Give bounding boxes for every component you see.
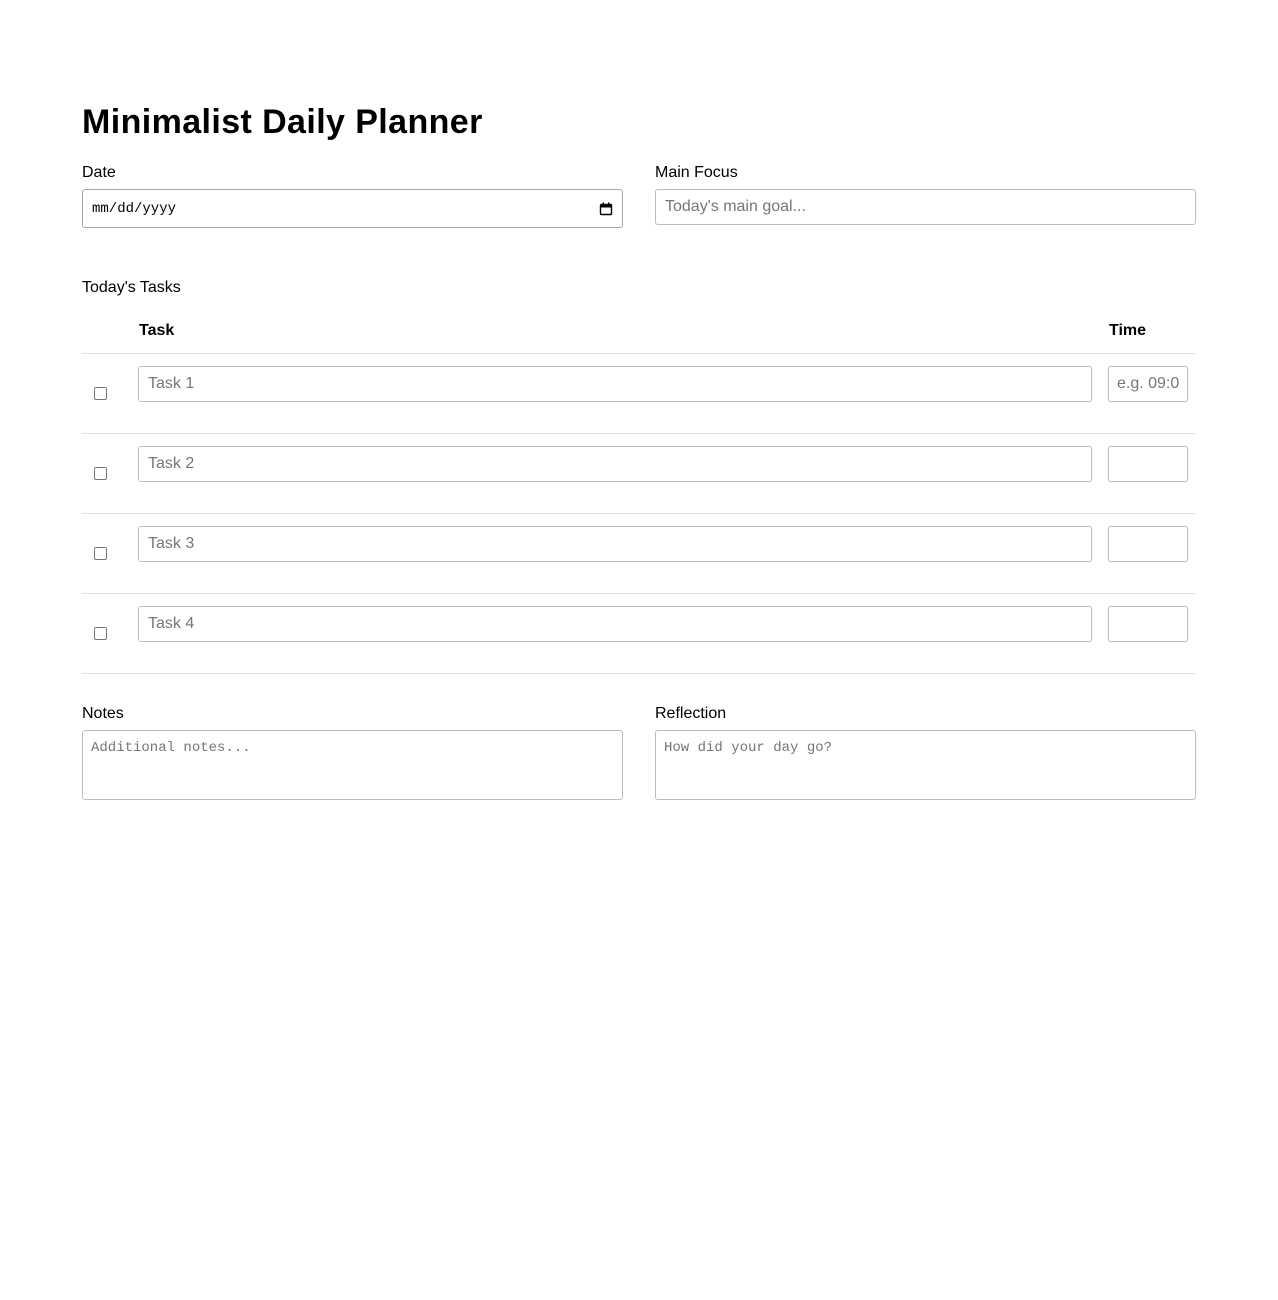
reflection-group (655, 705, 1196, 800)
date-group (82, 164, 623, 228)
focus-group (655, 164, 1196, 228)
time-cell (1108, 594, 1188, 673)
task-cell (138, 514, 1092, 593)
tasks-table-header (82, 297, 1196, 354)
tasks-title: Today's Tasks (82, 279, 181, 296)
date-label: Date (82, 164, 116, 181)
task-input[interactable] (138, 606, 1092, 642)
main-focus-input[interactable] (655, 189, 1196, 225)
bottom-fields-row (82, 705, 1196, 800)
time-input[interactable] (1108, 446, 1188, 482)
task-column-header: Task (139, 321, 175, 339)
task-row (82, 594, 1196, 674)
time-cell (1108, 434, 1188, 513)
page-title: Minimalist Daily Planner (82, 103, 483, 141)
task-check-cell (82, 594, 138, 673)
task-check-cell (82, 434, 138, 513)
task-row (82, 434, 1196, 514)
notes-label: Notes (82, 705, 124, 722)
task-placeholder: Task 3 (148, 535, 195, 552)
time-cell (1108, 514, 1188, 593)
date-placeholder: mm/dd/yyyy (92, 200, 177, 217)
task-checkbox[interactable] (94, 547, 107, 560)
time-placeholder: e.g. 09:0 (1117, 375, 1180, 392)
main-focus-placeholder: Today's main goal... (665, 198, 806, 215)
time-input[interactable] (1108, 366, 1188, 402)
task-input[interactable] (138, 446, 1092, 482)
notes-group (82, 705, 623, 800)
checkbox-column-header (82, 320, 139, 331)
time-input[interactable] (1108, 606, 1188, 642)
task-row (82, 514, 1196, 594)
task-checkbox[interactable] (94, 467, 107, 480)
task-checkbox[interactable] (94, 387, 107, 400)
task-placeholder: Task 2 (148, 455, 195, 472)
reflection-placeholder: How did your day go? (664, 740, 833, 756)
task-input[interactable] (138, 366, 1092, 402)
main-focus-label: Main Focus (655, 164, 738, 181)
task-placeholder: Task 1 (148, 375, 195, 392)
top-fields-row (82, 164, 1196, 228)
reflection-label: Reflection (655, 705, 727, 722)
tasks-section (82, 279, 1196, 674)
task-check-cell (82, 354, 138, 433)
notes-placeholder: Additional notes... (91, 740, 251, 756)
task-checkbox[interactable] (94, 627, 107, 640)
task-row (82, 354, 1196, 434)
task-check-cell (82, 514, 138, 593)
time-column-header: Time (1109, 321, 1147, 339)
reflection-textarea[interactable] (655, 730, 1196, 800)
task-cell (138, 434, 1092, 513)
notes-textarea[interactable] (82, 730, 623, 800)
time-input[interactable] (1108, 526, 1188, 562)
task-cell (138, 354, 1092, 433)
calendar-icon[interactable] (599, 202, 613, 216)
task-placeholder: Task 4 (148, 615, 195, 632)
task-input[interactable] (138, 526, 1092, 562)
planner-page (82, 0, 1196, 800)
task-cell (138, 594, 1092, 673)
time-cell (1108, 354, 1188, 433)
date-input[interactable] (82, 189, 623, 228)
